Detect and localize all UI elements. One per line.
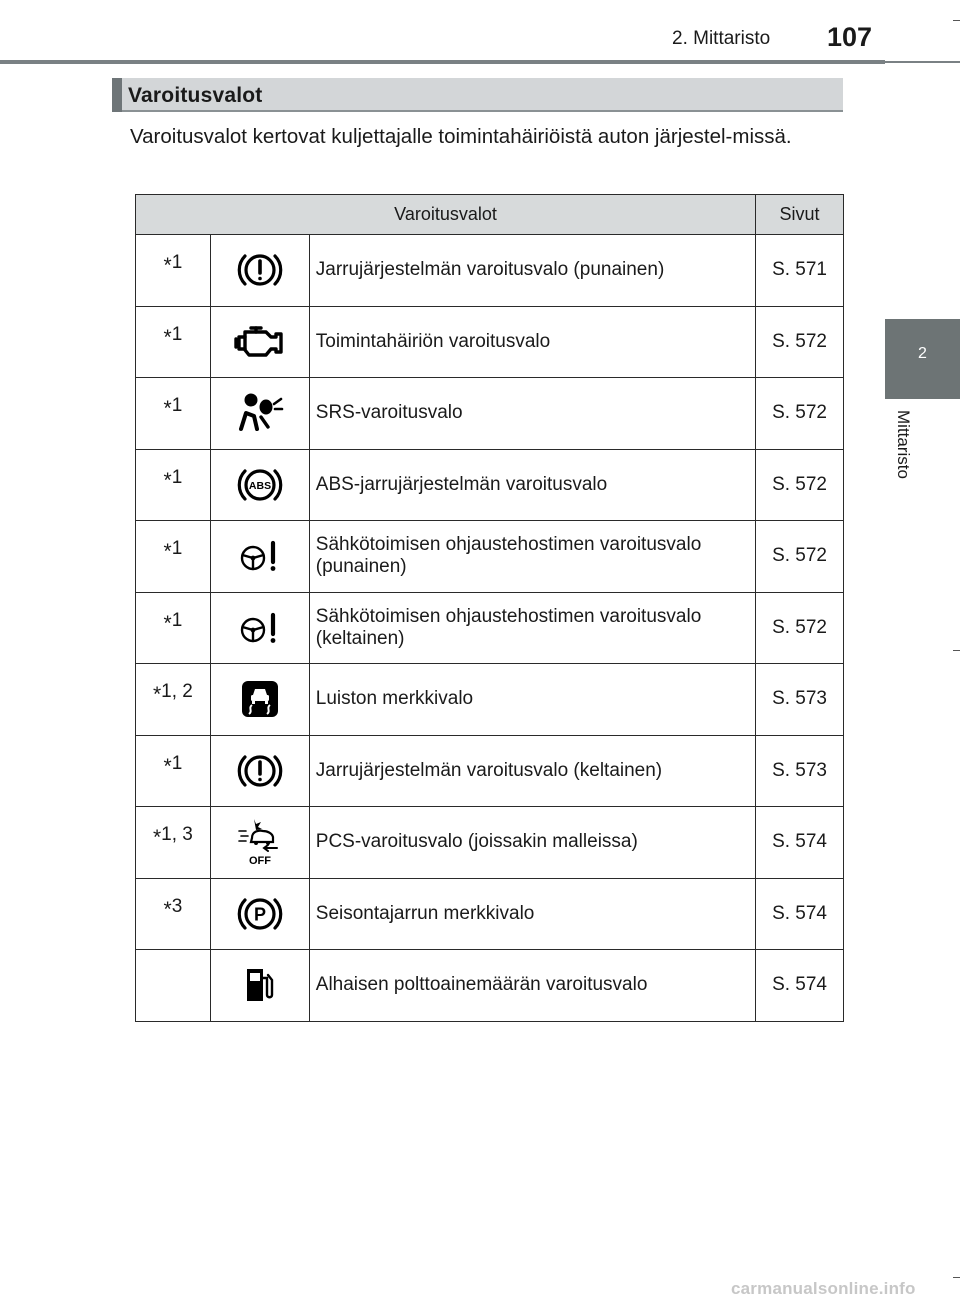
abs-warning-icon bbox=[210, 449, 309, 521]
crop-mark-middle bbox=[953, 650, 960, 651]
row-page-ref: S. 574 bbox=[756, 878, 844, 950]
table-row bbox=[136, 235, 844, 307]
row-description: ABS-jarrujärjestelmän varoitusvalo bbox=[309, 449, 755, 521]
crop-mark-top bbox=[953, 20, 960, 21]
parking-icon-label: P bbox=[253, 904, 266, 925]
footnote-mark: *1 bbox=[136, 735, 211, 807]
footnote-mark: *1 bbox=[136, 306, 211, 378]
header-pages: Sivut bbox=[756, 195, 844, 235]
engine-check-icon bbox=[210, 306, 309, 378]
table-row bbox=[136, 306, 844, 378]
side-tab bbox=[885, 319, 960, 399]
row-description: SRS-varoitusvalo bbox=[309, 378, 755, 450]
row-description: Sähkötoimisen ohjaustehostimen varoitusvalo (keltainen) bbox=[309, 592, 755, 664]
parking-brake-icon bbox=[210, 878, 309, 950]
section-band-underline bbox=[122, 110, 843, 112]
table-row bbox=[136, 449, 844, 521]
page-number: 107 bbox=[827, 22, 873, 52]
footnote-mark bbox=[136, 950, 211, 1022]
power-steering-warning-icon bbox=[210, 521, 309, 593]
crop-mark-bottom bbox=[953, 1277, 960, 1278]
footnote-mark: *1 bbox=[136, 449, 211, 521]
row-page-ref: S. 573 bbox=[756, 735, 844, 807]
row-page-ref: S. 572 bbox=[756, 378, 844, 450]
power-steering-warning-icon bbox=[210, 592, 309, 664]
table-row bbox=[136, 807, 844, 879]
row-description: Alhaisen polttoainemäärän varoitusvalo bbox=[309, 950, 755, 1022]
row-description: Seisontajarrun merkkivalo bbox=[309, 878, 755, 950]
row-page-ref: S. 571 bbox=[756, 235, 844, 307]
pcs-off-icon bbox=[210, 807, 309, 879]
side-tab-number: 2 bbox=[918, 345, 927, 362]
row-description: PCS-varoitusvalo (joissakin malleissa) bbox=[309, 807, 755, 879]
row-description: Jarrujärjestelmän varoitusvalo (punainen) bbox=[309, 235, 755, 307]
abs-icon-label: ABS bbox=[248, 479, 271, 492]
row-page-ref: S. 572 bbox=[756, 306, 844, 378]
srs-airbag-icon bbox=[210, 378, 309, 450]
section-title: Varoitusvalot bbox=[128, 84, 263, 107]
row-page-ref: S. 572 bbox=[756, 521, 844, 593]
slip-indicator-icon bbox=[210, 664, 309, 736]
footnote-mark: *1, 3 bbox=[136, 807, 211, 879]
footnote-mark: *1 bbox=[136, 235, 211, 307]
brake-warning-icon bbox=[210, 735, 309, 807]
footer-watermark: carmanualsonline.info bbox=[731, 1279, 916, 1298]
footnote-mark: *1, 2 bbox=[136, 664, 211, 736]
table-row bbox=[136, 950, 844, 1022]
low-fuel-icon bbox=[210, 950, 309, 1022]
row-description: Luiston merkkivalo bbox=[309, 664, 755, 736]
table-row bbox=[136, 664, 844, 736]
table-header-row bbox=[136, 195, 844, 235]
table-row bbox=[136, 521, 844, 593]
table-row bbox=[136, 735, 844, 807]
table-row bbox=[136, 378, 844, 450]
row-page-ref: S. 574 bbox=[756, 950, 844, 1022]
footnote-mark: *1 bbox=[136, 378, 211, 450]
table-row bbox=[136, 878, 844, 950]
footnote-mark: *1 bbox=[136, 592, 211, 664]
row-page-ref: S. 573 bbox=[756, 664, 844, 736]
header-rule bbox=[0, 60, 885, 64]
pcs-icon-label: OFF bbox=[248, 855, 271, 868]
row-description: Sähkötoimisen ohjaustehostimen varoitusvalo (punainen) bbox=[309, 521, 755, 593]
section-intro: Varoitusvalot kertovat kuljettajalle toimintahäiriöistä auton järjestel-missä. bbox=[130, 125, 792, 148]
warning-lights-table bbox=[135, 194, 844, 1022]
section-band-accent bbox=[112, 78, 122, 112]
footnote-mark: *1 bbox=[136, 521, 211, 593]
row-page-ref: S. 572 bbox=[756, 449, 844, 521]
header-lights: Varoitusvalot bbox=[136, 195, 756, 235]
side-tab-label: Mittaristo bbox=[894, 410, 913, 479]
row-page-ref: S. 574 bbox=[756, 807, 844, 879]
row-description: Toimintahäiriön varoitusvalo bbox=[309, 306, 755, 378]
header-chapter-title: 2. Mittaristo bbox=[672, 28, 771, 49]
brake-warning-icon bbox=[210, 235, 309, 307]
row-page-ref: S. 572 bbox=[756, 592, 844, 664]
table-row bbox=[136, 592, 844, 664]
footnote-mark: *3 bbox=[136, 878, 211, 950]
row-description: Jarrujärjestelmän varoitusvalo (keltainen) bbox=[309, 735, 755, 807]
header-rule-right bbox=[885, 61, 960, 63]
